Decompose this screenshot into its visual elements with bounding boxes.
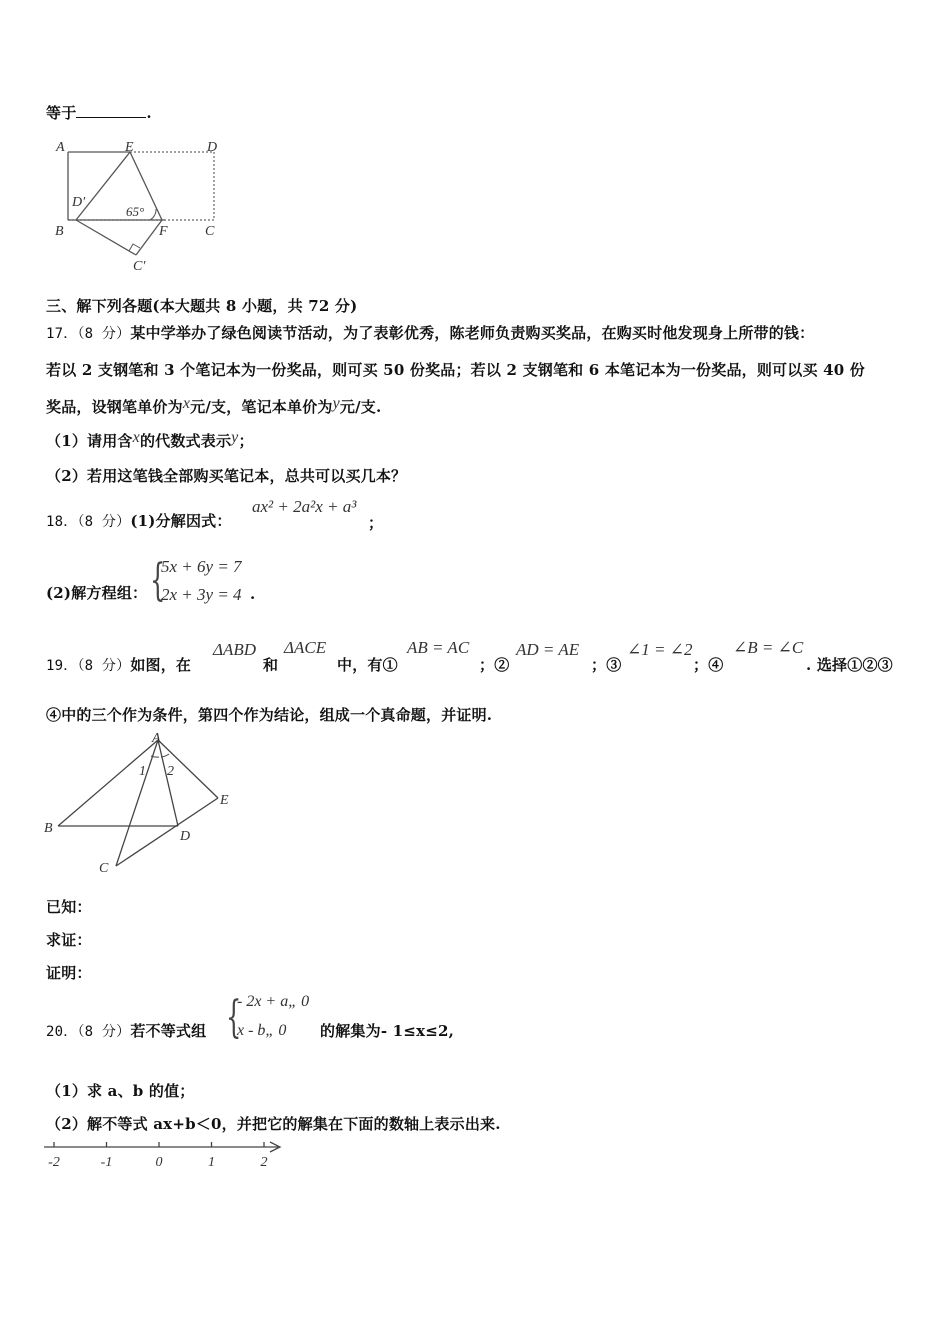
q19-text5: ；③: [591, 656, 622, 674]
label-angle-65: 65°: [126, 204, 145, 219]
q18-line1: [46, 510, 232, 531]
q19-number: 19．: [46, 658, 78, 674]
q19-prove: 求证：: [46, 931, 92, 949]
label-d: D: [207, 140, 218, 155]
q17-text3b: 元/支，笔记本单价为: [190, 398, 333, 416]
q20-part1: （1）求 a、b 的值；: [46, 1082, 195, 1100]
q17-line3: [46, 396, 381, 417]
q19-text7: . 选择①②③: [806, 656, 893, 674]
q18-eq1: 5x + 6y = 7: [161, 557, 242, 576]
var-x: x: [182, 395, 191, 412]
q18-eq2: 2x + 3y = 4: [161, 585, 242, 604]
label-a2: A: [152, 731, 161, 746]
q17-part1: [46, 430, 254, 451]
label-e: E: [125, 140, 134, 155]
label-c-prime: C′: [133, 259, 146, 274]
q20-text1: 若不等式组: [130, 1022, 207, 1040]
q18-score: （8 分）: [77, 514, 131, 530]
q20-part2: （2）解不等式 ax+b＜0，并把它的解集在下面的数轴上表示出来.: [46, 1115, 501, 1133]
q17-part1c: ；: [238, 432, 254, 450]
q20-solution: - 1≤x≤2,: [380, 1022, 455, 1040]
q19-line2: ④中的三个作为条件，第四个作为结论，组成一个真命题，并证明.: [46, 706, 493, 724]
label-angle-1: 1: [139, 764, 146, 779]
q16-tail: [46, 102, 152, 123]
q20-text2-line: [320, 1020, 454, 1041]
tick-label: -1: [100, 1155, 113, 1170]
label-b: B: [55, 224, 64, 239]
q17-line1: [46, 322, 814, 343]
q19-cond3: ∠1 = ∠2: [627, 640, 693, 659]
q19-cond2: AD = AE: [516, 640, 580, 659]
q19-proof: 证明：: [46, 964, 92, 982]
q18-part2: (2)解方程组：: [46, 584, 148, 602]
triangles-figure: [40, 728, 250, 878]
answer-blank: [76, 103, 146, 118]
label-c2: C: [99, 861, 109, 876]
q20-line1-start: [46, 1020, 206, 1041]
q19-line1-start: [46, 654, 191, 675]
q17-text3a: 奖品，设钢笔单价为: [46, 398, 183, 416]
q17-part2: （2）若用这笔钱全部购买笔记本，总共可以买几本？: [46, 467, 407, 485]
q19-text1: 如图，在: [130, 656, 192, 674]
tick-label: 2: [260, 1155, 268, 1170]
q18-part1: (1)分解因式：: [130, 512, 232, 530]
q17-part1b: 的代数式表示: [139, 432, 232, 450]
q18-number: 18．: [46, 514, 78, 530]
q17-score: （8 分）: [77, 326, 131, 342]
var-x-2: x: [132, 429, 140, 446]
q17-text1: 某中学举办了绿色阅读节活动，为了表彰优秀，陈老师负责购买奖品，在购买时他发现身上所带的钱：: [130, 324, 815, 342]
q19-text6: ；④: [693, 656, 724, 674]
q20-text2: 的解集为: [320, 1022, 381, 1040]
tick-label: 1: [208, 1155, 215, 1170]
label-f: F: [159, 224, 168, 239]
label-d-prime: D′: [72, 195, 86, 210]
number-line: [40, 1138, 300, 1178]
fold-rectangle-figure: [40, 130, 240, 280]
label-angle-2: 2: [167, 764, 174, 779]
q16-prefix: 等于: [46, 104, 77, 122]
q19-text4: ；②: [479, 656, 510, 674]
q19-tri1: ΔABD: [213, 640, 257, 659]
q19-tri2: ΔACE: [284, 638, 327, 657]
label-d2: D: [180, 829, 191, 844]
q19-text2: 和: [263, 656, 279, 674]
q19-cond1: AB = AC: [407, 638, 470, 657]
q18-dot: .: [250, 585, 256, 603]
q18-factor-expr: ax² + 2a²x + a³: [252, 497, 357, 516]
q19-cond4: ∠B = ∠C: [733, 638, 804, 657]
tick-label: -2: [48, 1155, 60, 1170]
q20-ineq1: - 2x + a„ 0: [237, 993, 310, 1010]
q17-text3c: 元/支.: [339, 398, 382, 416]
label-c: C: [205, 224, 215, 239]
label-a: A: [56, 140, 65, 155]
q17-number: 17．: [46, 326, 78, 342]
q20-score: （8 分）: [77, 1024, 131, 1040]
label-e2: E: [220, 793, 229, 808]
var-y-2: y: [231, 429, 239, 446]
number-line-ticks: [48, 1142, 267, 1170]
q19-text3: 中，有①: [337, 656, 398, 674]
q16-suffix: .: [146, 104, 152, 122]
section-3-title: 三、解下列各题(本大题共 8 小题，共 72 分): [46, 297, 358, 315]
q20-number: 20．: [46, 1024, 78, 1040]
var-y: y: [332, 395, 340, 412]
q20-ineq2: x - b„ 0: [237, 1022, 287, 1039]
system-brace-1: {: [150, 555, 166, 606]
label-b2: B: [44, 821, 53, 836]
q19-score: （8 分）: [77, 658, 131, 674]
tick-label: 0: [155, 1155, 163, 1170]
q18-semicolon: ；: [368, 514, 384, 532]
system-brace-2: {: [226, 992, 242, 1043]
q19-known: 已知：: [46, 898, 92, 916]
q17-line2: 若以 2 支钢笔和 3 个笔记本为一份奖品，则可买 50 份奖品；若以 2 支钢笔和 6 本笔记本为一份奖品，则可以买 40 份: [46, 361, 865, 379]
q17-part1a: （1）请用含: [46, 432, 133, 450]
